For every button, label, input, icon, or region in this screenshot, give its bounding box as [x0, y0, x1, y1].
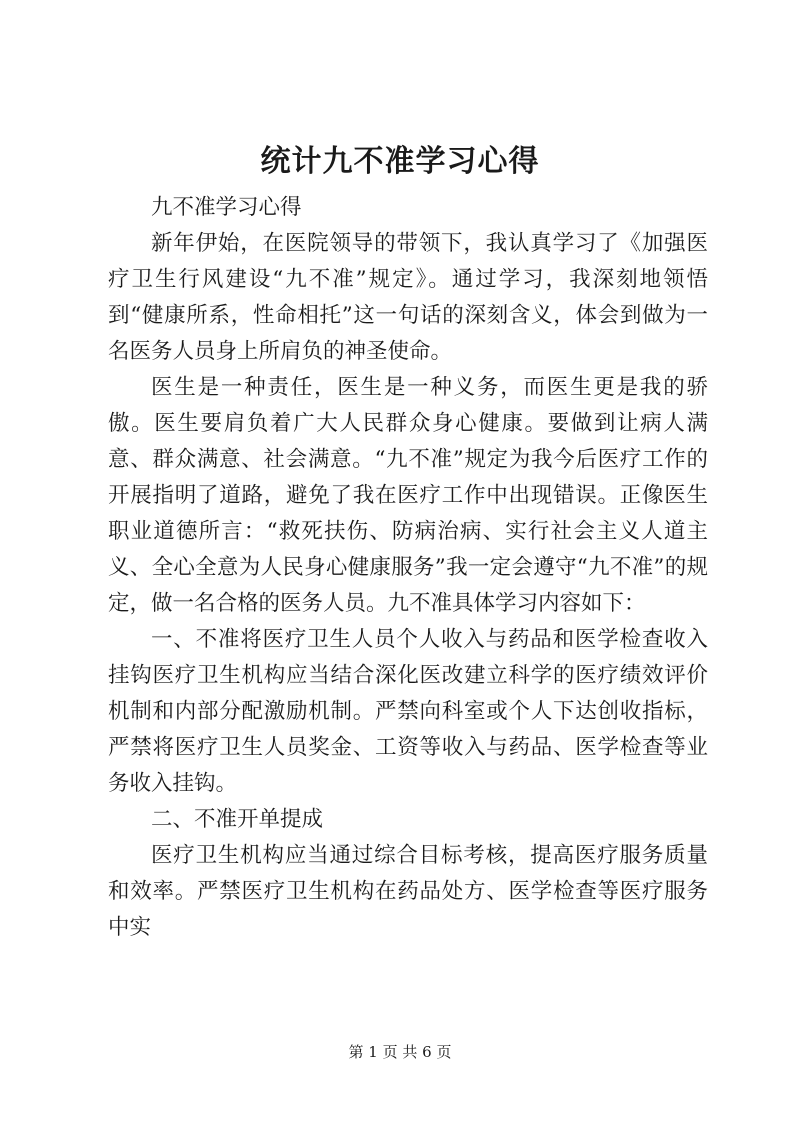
page-footer: 第 1 页 共 6 页: [348, 1043, 452, 1061]
document-body: [108, 190, 708, 946]
paragraph: 一、不准将医疗卫生人员个人收入与药品和医学检查收入挂钩医疗卫生机构应当结合深化医改建立科学的医疗绩效评价机制和内部分配激励机制。严禁向科室或个人下达创收指标，严禁将医疗卫生人员奖金、工资等收入与药品、医学检查等业务收入挂钩。: [108, 627, 708, 796]
paragraph-heading: 二、不准开单提成: [151, 807, 324, 832]
paragraph: 医疗卫生机构应当通过综合目标考核，提高医疗服务质量和效率。严禁医疗卫生机构在药品处方、医学检查等医疗服务中实: [108, 843, 708, 940]
paragraph-subtitle: 九不准学习心得: [151, 195, 302, 220]
paragraph: 新年伊始，在医院领导的带领下，我认真学习了《加强医疗卫生行风建设“九不准”规定》。通过学习，我深刻地领悟到“健康所系，性命相托”这一句话的深刻含义，体会到做为一名医务人员身上所肩负的神圣使命。: [108, 231, 708, 364]
paragraph: 医生是一种责任，医生是一种义务，而医生更是我的骄傲。医生要肩负着广大人民群众身心健康。要做到让病人满意、群众满意、社会满意。“九不准”规定为我今后医疗工作的开展指明了道路，避免了我在医疗工作中出现错误。正像医生职业道德所言：“救死扶伤、防病治病、实行社会主义人道主义、全心全意为人民身心健康服务”我一定会遵守“九不准”的规定，做一名合格的医务人员。九不准具体学习内容如下：: [108, 375, 708, 616]
document-title: 统计九不准学习心得: [260, 144, 540, 179]
